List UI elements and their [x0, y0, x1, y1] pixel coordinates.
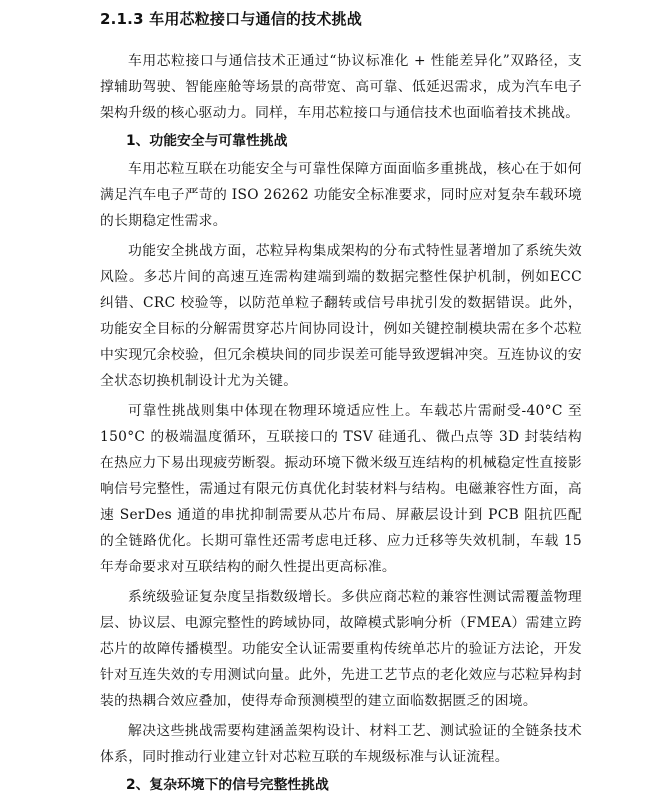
paragraph-1: 车用芯粒互联在功能安全与可靠性保障方面面临多重挑战，核心在于如何满足汽车电子严苛的 ISO 26262 功能安全标准要求，同时应对复杂车载环境的长期稳定性需求。	[100, 161, 582, 229]
document-body	[100, 48, 582, 800]
paragraph-3: 可靠性挑战则集中体现在物理环境适应性上。车载芯片需耐受-40°C 至 150°C 的极端温度循环，互联接口的 TSV 硅通孔、微凸点等 3D 封装结构在热应力下易出现疲劳断裂。振动环境下微米级互连结构的机械稳定性直接影响信号完整性，需通过有限元仿真优化封装材料与结构。电磁兼容性方面，高速 SerDes 通道的串扰抑制需要从芯片布局、屏蔽层设计到 PCB 阻抗匹配的全链路优化。长期可靠性还需考虑电迁移、应力迁移等失效机制，车载 15 年寿命要求对互联结构的耐久性提出更高标准。	[100, 403, 582, 575]
paragraph-2: 功能安全挑战方面，芯粒异构集成架构的分布式特性显著增加了系统失效风险。多芯片间的高速互连需构建端到端的数据完整性保护机制，例如ECC 纠错、CRC 校验等，以防范单粒子翻转或信号串扰引发的数据错误。此外，功能安全目标的分解需贯穿芯片间协同设计，例如关键控制模块需在多个芯粒中实现冗余校验，但冗余模块间的同步误差可能导致逻辑冲突。互连协议的安全状态切换机制设计尤为关键。	[100, 243, 582, 389]
paragraph-4: 系统级验证复杂度呈指数级增长。多供应商芯粒的兼容性测试需覆盖物理层、协议层、电源完整性的跨域协同，故障模式影响分析（FMEA）需建立跨芯片的故障传播模型。功能安全认证需要重构传统单芯片的验证方法论，开发针对互连失效的专用测试向量。此外，先进工艺节点的老化效应与芯粒异构封装的热耦合效应叠加，使得寿命预测模型的建立面临数据匮乏的困境。	[100, 589, 582, 709]
intro-paragraph: 车用芯粒接口与通信技术正通过“协议标准化 + 性能差异化”双路径，支撑辅助驾驶、智能座舱等场景的高带宽、高可靠、低延迟需求，成为汽车电子架构升级的核心驱动力。同样，车用芯粒接口与通信技术也面临着技术挑战。	[100, 53, 582, 121]
paragraph-5: 解决这些挑战需要构建涵盖架构设计、材料工艺、测试验证的全链条技术体系，同时推动行业建立针对芯粒互联的车规级标准与认证流程。	[100, 723, 582, 765]
subsection-heading-1: 1、功能安全与可靠性挑战	[126, 133, 288, 149]
section-heading: 2.1.3 车用芯粒接口与通信的技术挑战	[100, 10, 362, 28]
subsection-heading-2: 2、复杂环境下的信号完整性挑战	[126, 777, 329, 793]
